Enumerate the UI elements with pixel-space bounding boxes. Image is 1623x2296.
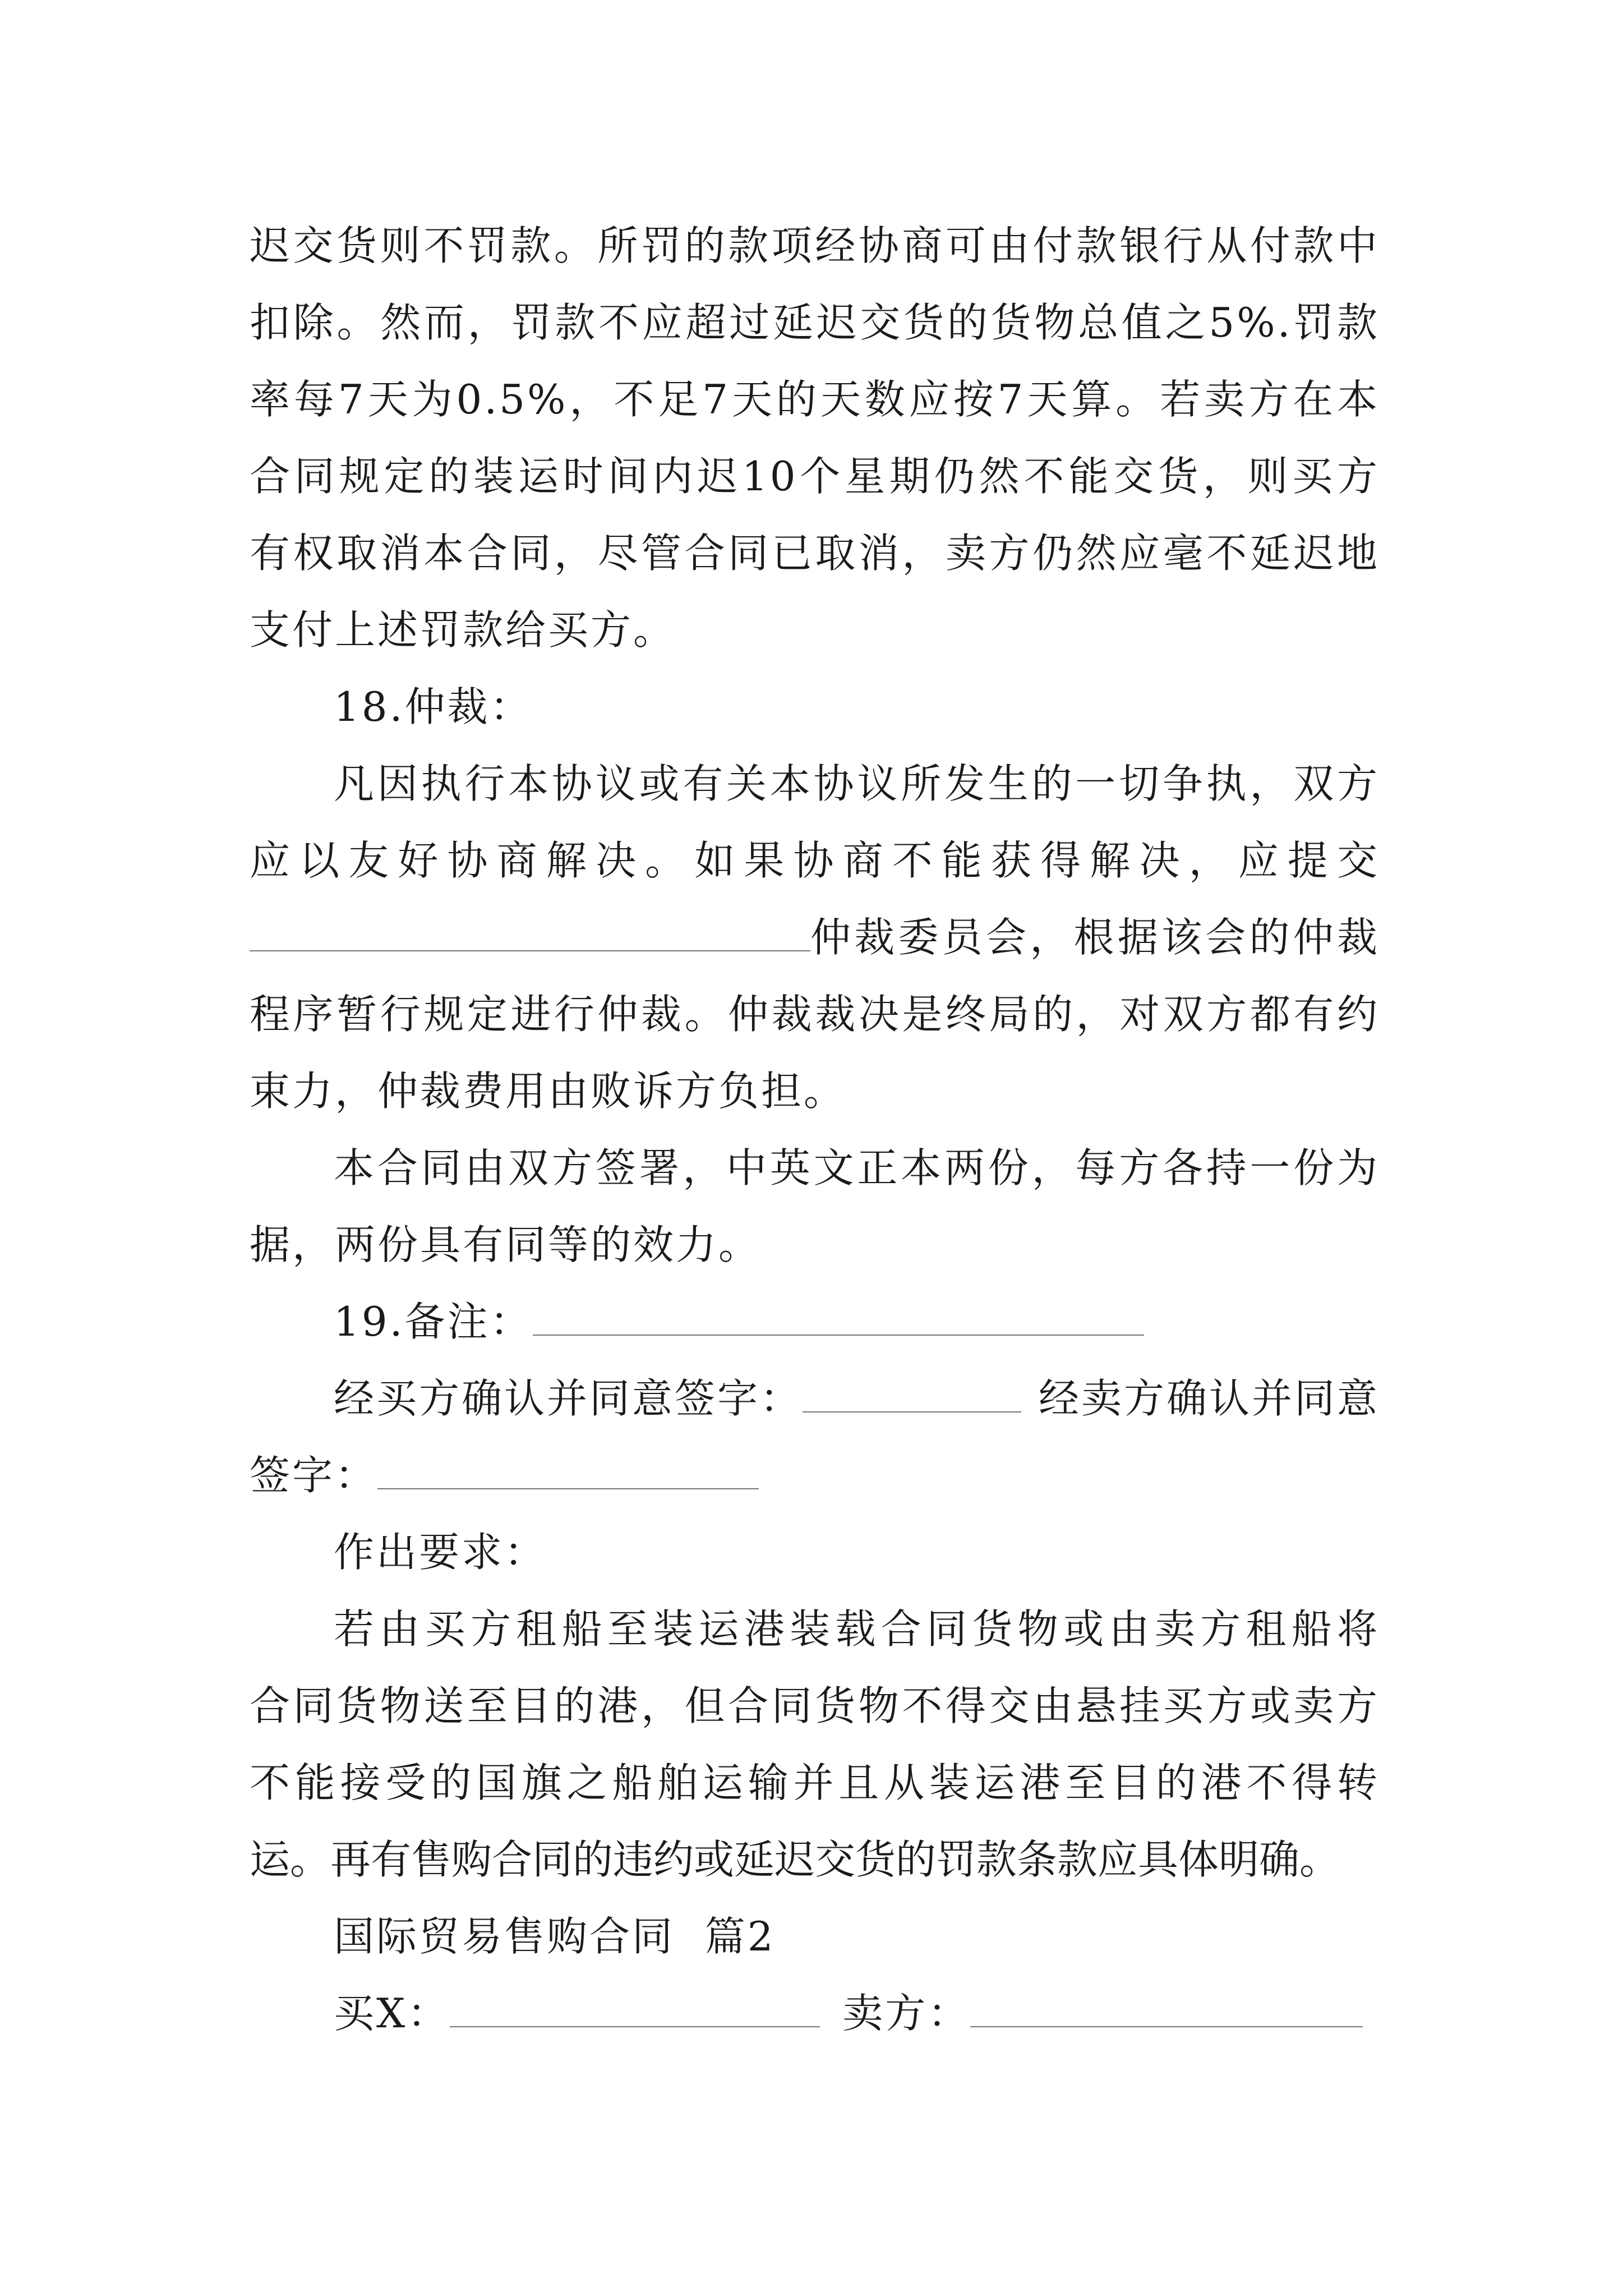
- seller-signature-label: 经卖方确认并同意: [1038, 1375, 1380, 1422]
- text-line: 若由买方租船至装运港装载合同货物或由卖方租船将: [334, 1605, 1380, 1653]
- arbitration-commission-blank[interactable]: [250, 917, 810, 951]
- text-line: 支付上述罚款给买方。: [250, 606, 676, 654]
- text-line: 扣除。然而，罚款不应超过延迟交货的货物总值之5%.罚款: [250, 299, 1380, 346]
- seller-signature-label-cont: 签字：: [250, 1452, 378, 1499]
- text-line: 凡因执行本协议或有关本协议所发生的一切争执，双方: [334, 760, 1380, 807]
- text-segment: 仲裁委员会，根据该会的仲裁: [810, 914, 1380, 961]
- parties-line: [250, 1975, 1380, 2052]
- remarks-blank[interactable]: [533, 1301, 1144, 1336]
- buyer-signature-label: 经买方确认并同意签字：: [334, 1375, 803, 1422]
- text-line: 本合同由双方签署，中英文正本两份，每方各持一份为: [334, 1144, 1380, 1191]
- text-line: 率每7天为0.5%，不足7天的天数应按7天算。若卖方在本: [250, 376, 1380, 423]
- text-line: 作出要求：: [334, 1529, 547, 1576]
- text-line: 迟交货则不罚款。所罚的款项经协商可由付款银行从付款中: [250, 222, 1380, 269]
- remarks-label: 19.备注：: [334, 1298, 533, 1345]
- signature-line: [250, 1360, 1380, 1437]
- text-line: 不能接受的国旗之船舶运输并且从装运港至目的港不得转: [250, 1759, 1380, 1806]
- buyer-name-blank[interactable]: [450, 1993, 820, 2027]
- section-title: 国际贸易售购合同 篇2: [334, 1913, 776, 1960]
- seller-name-blank[interactable]: [970, 1993, 1363, 2027]
- text-line: 合同货物送至目的港，但合同货物不得交由悬挂买方或卖方: [250, 1682, 1380, 1729]
- document-page: [250, 208, 1380, 2052]
- remarks-line: [250, 1283, 1380, 1360]
- text-line: 束力，仲裁费用由败诉方负担。: [250, 1068, 847, 1115]
- text-line: 有权取消本合同，尽管合同已取消，卖方仍然应毫不延迟地: [250, 530, 1380, 577]
- buyer-signature-blank[interactable]: [803, 1378, 1021, 1412]
- seller-signature-blank[interactable]: [377, 1455, 759, 1489]
- text-line: 据，两份具有同等的效力。: [250, 1221, 762, 1268]
- buyer-label: 买X：: [334, 1990, 450, 2037]
- text-line: 合同规定的装运时间内迟10个星期仍然不能交货，则买方: [250, 453, 1380, 500]
- text-line: 程序暂行规定进行仲裁。仲裁裁决是终局的，对双方都有约: [250, 991, 1380, 1038]
- signature-line-continued: [250, 1437, 1380, 1514]
- seller-label: 卖方：: [842, 1990, 971, 2037]
- text-line: 应以友好协商解决。如果协商不能获得解决，应提交: [250, 837, 1380, 884]
- section-heading-arbitration: 18.仲裁：: [334, 683, 533, 730]
- text-line: 运。再有售购合同的违约或延迟交货的罚款条款应具体明确。: [250, 1836, 1340, 1883]
- arbitration-commission-line: [250, 899, 1380, 976]
